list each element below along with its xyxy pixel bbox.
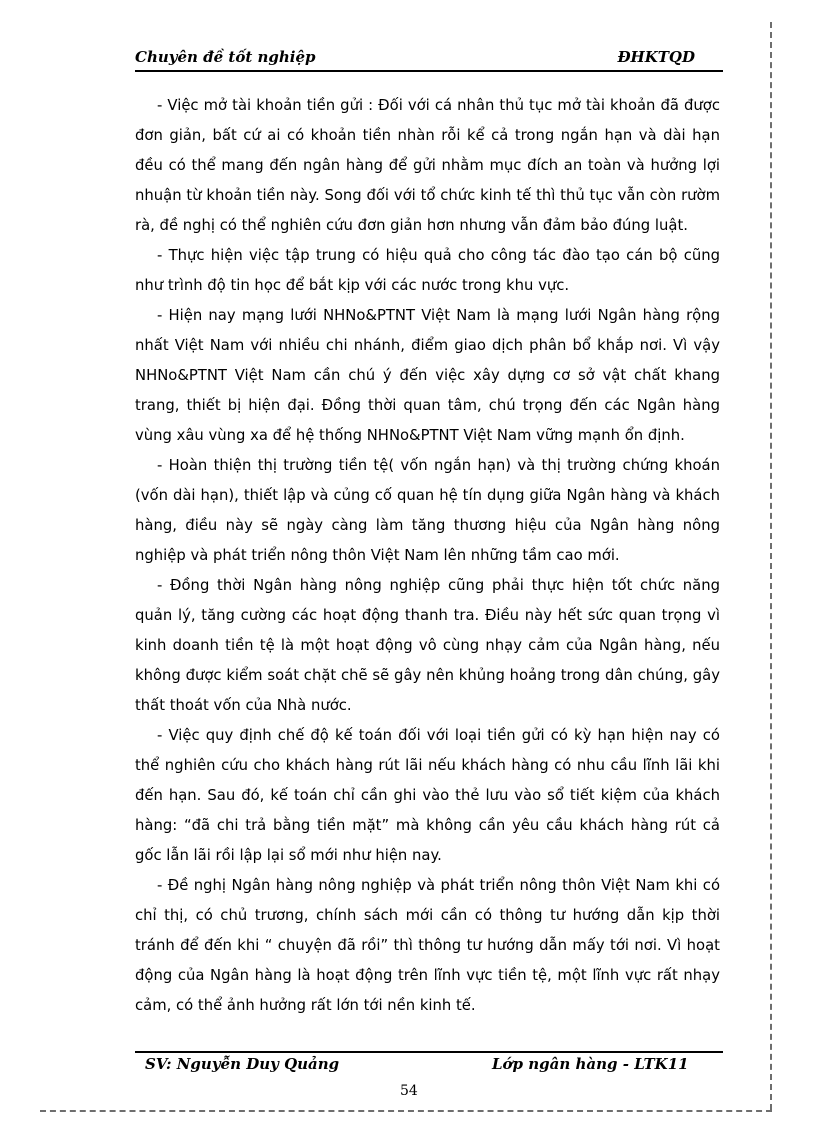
paragraph: - Đề nghị Ngân hàng nông nghiệp và phát triển nông thôn Việt Nam khi có chỉ thị, có chủ trương, chính sách mới cần có thông tư hướng dẫn kịp thời tránh để đến khi “ chuyện đã rồi” thì thông tư hướng dẫn mấy tới nơi. Vì hoạt động của Ngân hàng là hoạt động trên lĩnh vực tiền tệ, một lĩnh vực rất nhạy cảm, có thể ảnh hưởng rất lớn tới nền kinh tế. (135, 877, 720, 1014)
footer-class: Lớp ngân hàng - LTK11 (492, 1055, 689, 1073)
footer-rule (135, 1051, 723, 1053)
page-number: 54 (400, 1083, 418, 1099)
header-rule (135, 70, 723, 72)
paragraph: - Đồng thời Ngân hàng nông nghiệp cũng phải thực hiện tốt chức năng quản lý, tăng cường các hoạt động thanh tra. Điều này hết sức quan trọng vì kinh doanh tiền tệ là một hoạt động vô cùng nhạy cảm của Ngân hàng, nếu không được kiểm soát chặt chẽ sẽ gây nên khủng hoảng trong dân chúng, gây thất thoát vốn của Nhà nước. (135, 577, 720, 714)
page-header (135, 48, 723, 72)
header-school: ĐHKTQD (617, 48, 695, 66)
paragraph: - Thực hiện việc tập trung có hiệu quả cho công tác đào tạo cán bộ cũng như trình độ tin học để bắt kịp với các nước trong khu vực. (135, 247, 720, 294)
page-footer (135, 1055, 723, 1077)
page-border-bottom (40, 1110, 772, 1112)
footer-student: SV: Nguyễn Duy Quảng (145, 1055, 340, 1073)
page-border-right (770, 22, 772, 1110)
header-title: Chuyên đề tốt nghiệp (135, 48, 316, 66)
paragraph: - Hiện nay mạng lưới NHNo&PTNT Việt Nam là mạng lưới Ngân hàng rộng nhất Việt Nam với nhiều chi nhánh, điểm giao dịch phân bổ khắp nơi. Vì vậy NHNo&PTNT Việt Nam cần chú ý đến việc xây dựng cơ sở vật chất khang trang, thiết bị hiện đại. Đồng thời quan tâm, chú trọng đến các Ngân hàng vùng xâu vùng xa để hệ thống NHNo&PTNT Việt Nam vững mạnh ổn định. (135, 307, 720, 444)
paragraph: - Việc mở tài khoản tiền gửi : Đối với cá nhân thủ tục mở tài khoản đã được đơn giản, bất cứ ai có khoản tiền nhàn rỗi kể cả trong ngắn hạn và dài hạn đều có thể mang đến ngân hàng để gửi nhằm mục đích an toàn và hưởng lợi nhuận từ khoản tiền này. Song đối với tổ chức kinh tế thì thủ tục vẫn còn rườm rà, đề nghị có thể nghiên cứu đơn giản hơn nhưng vẫn đảm bảo đúng luật. (135, 97, 720, 234)
paragraph: - Việc quy định chế độ kế toán đối với loại tiền gửi có kỳ hạn hiện nay có thể nghiên cứu cho khách hàng rút lãi nếu khách hàng có nhu cầu lĩnh lãi khi đến hạn. Sau đó, kế toán chỉ cần ghi vào thẻ lưu vào sổ tiết kiệm của khách hàng: “đã chi trả bằng tiền mặt” mà không cần yêu cầu khách hàng rút cả gốc lẫn lãi rồi lập lại sổ mới như hiện nay. (135, 727, 720, 864)
paragraph: - Hoàn thiện thị trường tiền tệ( vốn ngắn hạn) và thị trường chứng khoán (vốn dài hạn), thiết lập và củng cố quan hệ tín dụng giữa Ngân hàng và khách hàng, điều này sẽ ngày càng làm tăng thương hiệu của Ngân hàng nông nghiệp và phát triển nông thôn Việt Nam lên những tầm cao mới. (135, 457, 720, 564)
document-body (135, 91, 720, 1021)
